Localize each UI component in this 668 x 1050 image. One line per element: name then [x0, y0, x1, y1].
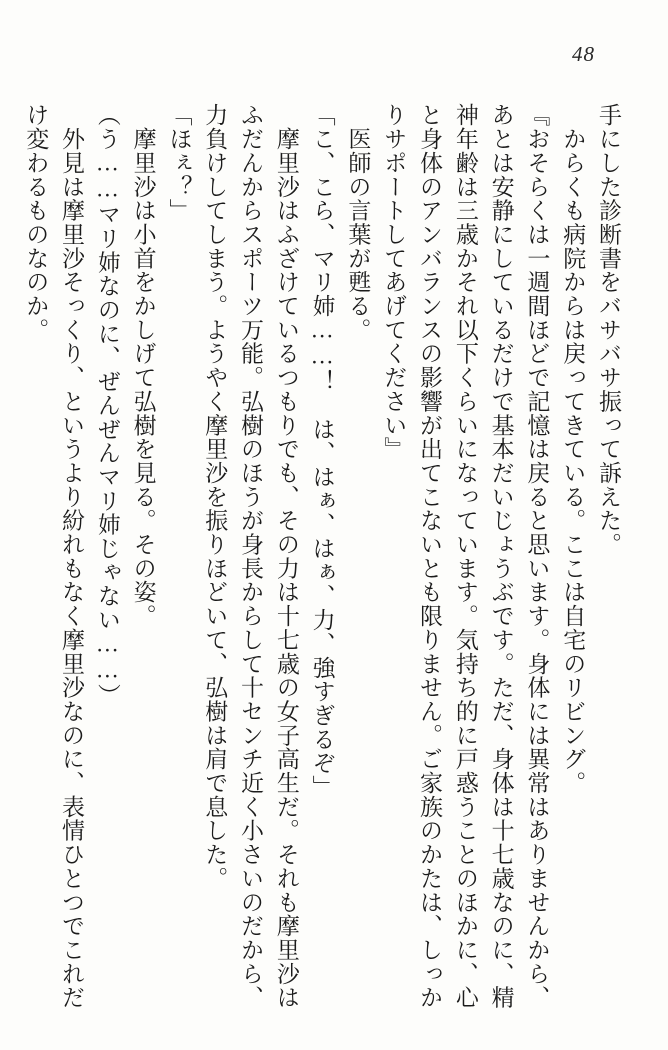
- page-number: 48: [572, 42, 595, 66]
- paragraph: からくも病院からは戻ってきている。ここは自宅のリビング。: [560, 103, 586, 795]
- paragraph: 「ほぇ？」: [166, 103, 192, 223]
- paragraph: 摩里沙はふざけているつもりでも、その力は十七歳の女子高生だ。それも摩里沙はふだんからスポーツ万能。弘樹のほうが身長からして十センチ近く小さいのだから、力負けしてしまう。ようやく摩里沙を振りほどいて、弘樹は肩で息した。: [202, 103, 299, 1010]
- paragraph: 「こ、こら、マリ姉……！ は、はぁ、はぁ、力、強すぎるぞ」: [309, 103, 335, 799]
- paragraph: 摩里沙は小首をかしげて弘樹を見る。その姿。: [130, 103, 156, 628]
- paragraph: 医師の言葉が甦る。: [345, 103, 371, 342]
- paragraph: 手にした診断書をバサバサ振って訴えた。: [596, 103, 621, 557]
- page-text: [17, 103, 626, 1011]
- paragraph: 外見は摩里沙そっくり、というより紛れもなく摩里沙なのに、表情ひとつでこれだけ変わるものなのか。: [23, 103, 85, 1010]
- paragraph: （う……マリ姉なのに、ぜんぜんマリ姉じゃない……）: [94, 103, 120, 708]
- paragraph: 『おそらくは一週間ほどで記憶は戻ると思います。身体には異常はありませんから、あとは安静にしているだけで基本だいじょうぶです。ただ、身体は十七歳なのに、精神年齢は三歳かそれ以下くらいになっています。気持ち的に戸惑うことのほかに、心と身体のアンバランスの影響が出てこないとも限りません。ご家族のかたは、しっかりサポートしてあげてください』: [381, 103, 550, 1010]
